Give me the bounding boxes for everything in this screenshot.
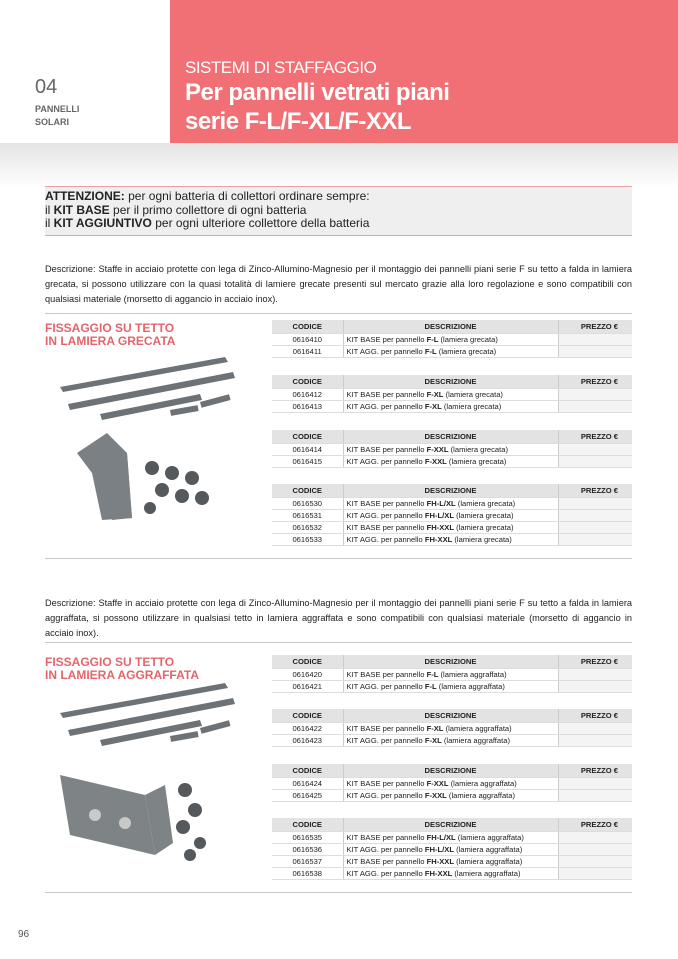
col-description: DESCRIZIONE <box>343 818 558 831</box>
divider <box>45 892 632 893</box>
desc-model: F-L <box>426 334 439 344</box>
table-row <box>272 443 632 455</box>
title-line: serie F-L/F-XL/F-XXL <box>185 108 412 135</box>
price-cell <box>558 521 632 533</box>
table-row <box>272 400 632 412</box>
product-code: 0616536 <box>272 843 343 855</box>
desc-text: (lamiera aggraffata) <box>436 681 505 691</box>
product-code: 0616531 <box>272 509 343 521</box>
col-code: CODICE <box>272 764 343 777</box>
product-code: 0616421 <box>272 680 343 692</box>
desc-model: FH-L/XL <box>424 844 454 854</box>
product-image-rails-grecata <box>60 352 235 422</box>
attention-bold: KIT BASE <box>53 202 110 217</box>
product-code: 0616414 <box>272 443 343 455</box>
product-table <box>272 484 632 546</box>
product-description <box>343 497 558 509</box>
desc-model: F-XL <box>424 735 442 745</box>
col-description: DESCRIZIONE <box>343 320 558 333</box>
col-price: PREZZO € <box>558 375 632 388</box>
col-code: CODICE <box>272 709 343 722</box>
table-row <box>272 668 632 680</box>
desc-model: F-L <box>424 681 437 691</box>
attention-bold: KIT AGGIUNTIVO <box>53 216 152 230</box>
desc-model: F-XXL <box>424 790 447 800</box>
col-code: CODICE <box>272 430 343 443</box>
product-description <box>343 521 558 533</box>
product-code: 0616537 <box>272 855 343 867</box>
page-number: 96 <box>18 929 30 940</box>
divider <box>45 313 632 314</box>
table-row <box>272 722 632 734</box>
desc-text: KIT BASE per pannello <box>346 778 427 788</box>
section-number: 04 <box>35 76 58 98</box>
price-cell <box>558 668 632 680</box>
desc-text: KIT AGG. per pannello <box>346 456 425 466</box>
table-row <box>272 388 632 400</box>
desc-model: F-XXL <box>424 456 447 466</box>
desc-text: KIT AGG. per pannello <box>346 401 425 411</box>
desc-text: (lamiera grecata) <box>454 522 514 532</box>
product-description <box>343 345 558 357</box>
product-description <box>343 855 558 867</box>
desc-text: KIT AGG. per pannello <box>346 735 425 745</box>
table-row <box>272 855 632 867</box>
product-table <box>272 320 632 358</box>
attention-label: ATTENZIONE: <box>45 189 125 203</box>
col-price: PREZZO € <box>558 484 632 497</box>
price-cell <box>558 734 632 746</box>
table-row <box>272 497 632 509</box>
product-code: 0616423 <box>272 734 343 746</box>
product-description <box>343 509 558 521</box>
desc-model: FH-L/XL <box>426 832 456 842</box>
desc-model: F-L <box>424 346 437 356</box>
desc-text: (lamiera aggraffata) <box>446 790 516 800</box>
desc-text: (lamiera grecata) <box>455 498 516 508</box>
product-description <box>343 867 558 879</box>
title-line: Per pannelli vetrati piani <box>185 79 450 106</box>
price-cell <box>558 497 632 509</box>
product-table <box>272 375 632 413</box>
col-description: DESCRIZIONE <box>343 430 558 443</box>
col-description: DESCRIZIONE <box>343 709 558 722</box>
section-title <box>45 322 175 348</box>
desc-text: KIT BASE per pannello <box>346 334 427 344</box>
product-code: 0616415 <box>272 455 343 467</box>
desc-text: KIT AGG. per pannello <box>346 534 425 544</box>
product-description <box>343 533 558 545</box>
product-image-rails-aggraffata <box>60 678 235 748</box>
section-title-line: FISSAGGIO SU TETTO <box>45 655 175 669</box>
desc-model: FH-XXL <box>424 868 453 878</box>
desc-text: KIT BASE per pannello <box>346 856 427 866</box>
product-description <box>343 668 558 680</box>
desc-text: KIT BASE per pannello <box>346 444 427 454</box>
col-code: CODICE <box>272 320 343 333</box>
desc-text: (lamiera aggraffata) <box>454 856 523 866</box>
table-row <box>272 333 632 345</box>
page-title <box>185 78 449 136</box>
desc-text: (lamiera aggraffata) <box>441 735 510 745</box>
attention-text: per ogni batteria di collettori ordinare sempre: <box>124 189 370 203</box>
attention-text: il <box>45 216 54 230</box>
price-cell <box>558 509 632 521</box>
col-code: CODICE <box>272 375 343 388</box>
table-row <box>272 680 632 692</box>
product-description <box>343 333 558 345</box>
price-cell <box>558 855 632 867</box>
table-row <box>272 777 632 789</box>
desc-text: KIT BASE per pannello <box>346 522 427 532</box>
table-row <box>272 455 632 467</box>
col-code: CODICE <box>272 818 343 831</box>
col-description: DESCRIZIONE <box>343 655 558 668</box>
section-description: Descrizione: Staffe in acciaio protette con lega di Zinco-Allumino-Magnesio per il montaggio dei pannelli piani serie F su tetto a falda in lamiera aggraffata, si possono utilizzare in qualsiasi tetto in lamiera aggraffata e sono compatibili con qualsiasi materiale (morsetto di aggancio in acciaio inox). <box>45 598 632 638</box>
section-title-line: IN LAMIERA AGGRAFFATA <box>45 668 199 682</box>
table-row <box>272 734 632 746</box>
desc-text: (lamiera aggraffata) <box>438 669 507 679</box>
price-cell <box>558 831 632 843</box>
product-table <box>272 709 632 747</box>
desc-text: (lamiera aggraffata) <box>443 723 512 733</box>
col-price: PREZZO € <box>558 320 632 333</box>
table-row <box>272 509 632 521</box>
product-code: 0616411 <box>272 345 343 357</box>
desc-text: (lamiera aggraffata) <box>453 844 523 854</box>
desc-text: KIT BASE per pannello <box>346 669 427 679</box>
product-table <box>272 818 632 880</box>
table-row <box>272 867 632 879</box>
product-description <box>343 843 558 855</box>
desc-text: (lamiera aggraffata) <box>452 868 521 878</box>
desc-text: KIT BASE per pannello <box>346 832 427 842</box>
desc-text: KIT AGG. per pannello <box>346 510 425 520</box>
divider <box>45 558 632 559</box>
desc-text: (lamiera aggraffata) <box>455 832 524 842</box>
product-code: 0616538 <box>272 867 343 879</box>
product-code: 0616420 <box>272 668 343 680</box>
desc-text: (lamiera grecata) <box>436 346 497 356</box>
table-row <box>272 831 632 843</box>
desc-model: FH-L/XL <box>424 510 454 520</box>
table-row <box>272 521 632 533</box>
attention-text: il <box>45 202 54 217</box>
desc-text: KIT BASE per pannello <box>346 723 427 733</box>
col-description: DESCRIZIONE <box>343 375 558 388</box>
desc-text: (lamiera grecata) <box>453 510 514 520</box>
product-table <box>272 764 632 802</box>
product-description <box>343 777 558 789</box>
desc-text: KIT AGG. per pannello <box>346 790 425 800</box>
product-description <box>343 789 558 801</box>
desc-model: FH-XXL <box>426 856 454 866</box>
price-cell <box>558 443 632 455</box>
desc-text: KIT AGG. per pannello <box>346 681 425 691</box>
product-code: 0616412 <box>272 388 343 400</box>
col-description: DESCRIZIONE <box>343 484 558 497</box>
table-row <box>272 789 632 801</box>
price-cell <box>558 345 632 357</box>
desc-text: KIT AGG. per pannello <box>346 346 425 356</box>
desc-text: KIT AGG. per pannello <box>346 844 425 854</box>
desc-model: F-XL <box>426 723 444 733</box>
section-description: Descrizione: Staffe in acciaio protette con lega di Zinco-Allumino-Magnesio per il montaggio dei pannelli piani serie F su tetto a falda in lamiera grecata, si possono utilizzare con la quasi totalità di lamiere grecate presenti sul mercato grazie alla loro regolazione e sono compatibili con qualsiasi materiale (morsetto di aggancio in acciaio inox). <box>45 264 632 304</box>
table-row <box>272 345 632 357</box>
product-description <box>343 722 558 734</box>
attention-text: per il primo collettore di ogni batteria <box>109 202 307 217</box>
price-cell <box>558 680 632 692</box>
desc-text: (lamiera grecata) <box>448 444 509 454</box>
product-image-clamp-aggraffata <box>55 755 215 865</box>
product-code: 0616533 <box>272 533 343 545</box>
product-table <box>272 655 632 693</box>
table-row <box>272 843 632 855</box>
price-cell <box>558 533 632 545</box>
product-code: 0616422 <box>272 722 343 734</box>
desc-model: FH-XXL <box>426 522 454 532</box>
product-description <box>343 455 558 467</box>
col-description: DESCRIZIONE <box>343 764 558 777</box>
product-description <box>343 388 558 400</box>
product-code: 0616424 <box>272 777 343 789</box>
product-code: 0616532 <box>272 521 343 533</box>
category-line: SOLARI <box>35 117 70 127</box>
price-cell <box>558 455 632 467</box>
product-description <box>343 400 558 412</box>
product-code: 0616410 <box>272 333 343 345</box>
desc-text: (lamiera grecata) <box>452 534 512 544</box>
col-price: PREZZO € <box>558 430 632 443</box>
desc-text: (lamiera grecata) <box>438 334 498 344</box>
attention-text: per ogni ulteriore collettore della batteria <box>151 216 370 230</box>
product-code: 0616413 <box>272 400 343 412</box>
col-price: PREZZO € <box>558 655 632 668</box>
price-cell <box>558 843 632 855</box>
desc-model: F-XXL <box>426 778 449 788</box>
desc-model: F-XL <box>424 401 442 411</box>
header-shadow <box>0 143 678 188</box>
desc-model: F-XXL <box>426 444 449 454</box>
section-title-line: IN LAMIERA GRECATA <box>45 334 176 348</box>
product-description <box>343 734 558 746</box>
section-title-line: FISSAGGIO SU TETTO <box>45 321 175 335</box>
desc-text: KIT AGG. per pannello <box>346 868 425 878</box>
desc-text: (lamiera grecata) <box>446 456 507 466</box>
desc-model: F-L <box>426 669 439 679</box>
product-code: 0616425 <box>272 789 343 801</box>
price-cell <box>558 400 632 412</box>
desc-model: F-XL <box>426 389 444 399</box>
product-table <box>272 430 632 468</box>
price-cell <box>558 777 632 789</box>
attention-box <box>45 186 632 236</box>
product-image-bracket-grecata <box>72 428 222 523</box>
product-code: 0616535 <box>272 831 343 843</box>
col-code: CODICE <box>272 484 343 497</box>
product-description <box>343 680 558 692</box>
col-price: PREZZO € <box>558 709 632 722</box>
desc-text: KIT BASE per pannello <box>346 389 427 399</box>
price-cell <box>558 722 632 734</box>
price-cell <box>558 333 632 345</box>
product-description <box>343 443 558 455</box>
desc-model: FH-L/XL <box>426 498 456 508</box>
col-price: PREZZO € <box>558 764 632 777</box>
desc-model: FH-XXL <box>424 534 453 544</box>
table-row <box>272 533 632 545</box>
price-cell <box>558 789 632 801</box>
desc-text: (lamiera grecata) <box>443 389 503 399</box>
price-cell <box>558 388 632 400</box>
page-subtitle: SISTEMI DI STAFFAGGIO <box>185 58 377 77</box>
desc-text: (lamiera aggraffata) <box>448 778 517 788</box>
divider <box>45 642 632 643</box>
desc-text: KIT BASE per pannello <box>346 498 427 508</box>
col-code: CODICE <box>272 655 343 668</box>
price-cell <box>558 867 632 879</box>
product-code: 0616530 <box>272 497 343 509</box>
category-line: PANNELLI <box>35 104 80 114</box>
desc-text: (lamiera grecata) <box>441 401 502 411</box>
col-price: PREZZO € <box>558 818 632 831</box>
category-label <box>35 103 79 129</box>
product-description <box>343 831 558 843</box>
